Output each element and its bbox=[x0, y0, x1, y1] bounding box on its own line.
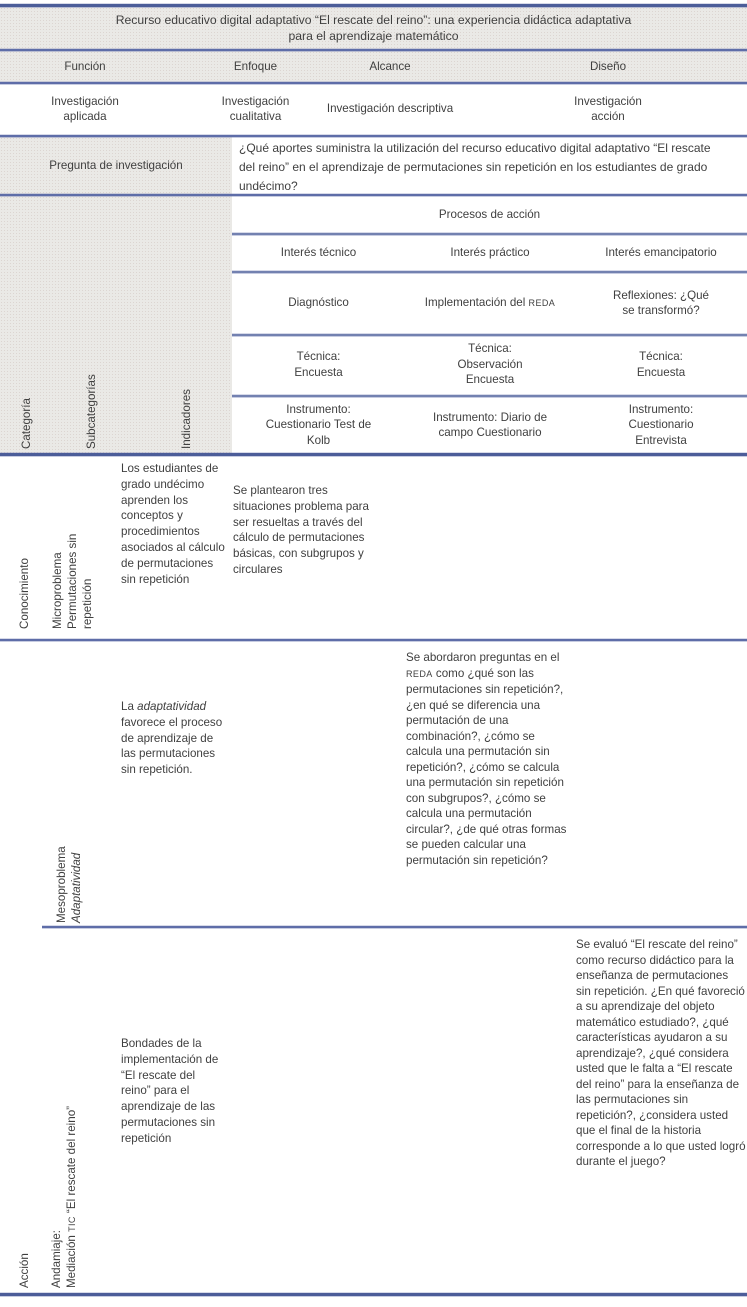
tecnica-cell-tecnico bbox=[232, 335, 405, 394]
row3-category-label: Acción bbox=[18, 1253, 31, 1288]
row3-indicator-text: Bondades de la implementación de “El rescate del reino” para el aprendizaje de las permutaciones sin repetición bbox=[121, 1037, 219, 1145]
row2-practico-prefix: Se abordaron preguntas en el bbox=[406, 651, 560, 664]
divider bbox=[0, 1293, 747, 1296]
row3-subcategory-suffix: “El rescate del reino” bbox=[65, 1105, 78, 1217]
row1-subcategory-line1: Microproblema bbox=[51, 552, 64, 629]
instrumento-cell-emancipatorio bbox=[575, 397, 747, 453]
row1-interes-tecnico-text: Se plantearon tres situaciones problema para ser resueltas a través del cálculo de permutaciones básicas, con subgrupos y circulares bbox=[233, 484, 369, 576]
phase-cell-diagnostico: Diagnóstico bbox=[288, 296, 349, 310]
divider bbox=[0, 639, 747, 641]
procesos-title: Procesos de acción bbox=[438, 208, 541, 222]
tecnica-tecnico-text: Técnica: Encuesta bbox=[294, 350, 343, 379]
row3-subcategory-line2 bbox=[64, 920, 80, 1288]
tecnica-cell-emancipatorio bbox=[575, 335, 747, 394]
table-title-line2: para el aprendizaje matemático bbox=[288, 29, 459, 43]
row3-subcategory-line1: Andamiaje: bbox=[50, 1229, 63, 1288]
phase-cell-reflexiones bbox=[575, 273, 747, 333]
research-question-text: ¿Qué aportes suministra la utilización del recurso educativo digital adaptativo “El rescate del reino” en el aprendizaje de permutaciones sin repetición en los estudiantes de grado undécimo? bbox=[239, 141, 711, 193]
row1-category-label: Conocimiento bbox=[18, 558, 31, 629]
row2-indicator-suffix: favorece el proceso de aprendizaje de las permutaciones sin repetición. bbox=[121, 715, 223, 777]
tic-acronym: TIC bbox=[67, 1216, 77, 1232]
instrumento-tecnico-text: Instrumento: Cuestionario Test de Kolb bbox=[265, 402, 372, 447]
interes-header-practico: Interés práctico bbox=[450, 246, 530, 260]
row2-interes-practico-text bbox=[406, 650, 574, 868]
value-funcion-text: Investigación aplicada bbox=[51, 94, 119, 123]
instrumento-emancipatorio-text: Instrumento: Cuestionario Entrevista bbox=[628, 402, 694, 447]
interes-header-emancipatorio: Interés emancipatorio bbox=[605, 246, 717, 260]
row1-subcategory-line3: repetición bbox=[81, 578, 94, 629]
phase-reflexiones-text: Reflexiones: ¿Qué se transformó? bbox=[612, 288, 710, 317]
tecnica-practico-text: Técnica: Observación Encuesta bbox=[457, 342, 523, 387]
row3-subcategory-prefix: Mediación bbox=[65, 1231, 78, 1288]
col-header-alcance: Alcance bbox=[369, 59, 411, 73]
value-alcance: Investigación descriptiva bbox=[326, 102, 454, 116]
reda-acronym: REDA bbox=[528, 297, 556, 308]
divider bbox=[232, 233, 747, 235]
instrumento-practico-text: Instrumento: Diario de campo Cuestionario bbox=[432, 410, 548, 439]
table-title-line1: Recurso educativo digital adaptativo “El rescate del reino”: una experiencia didáctica adaptativa bbox=[115, 13, 632, 27]
col-header-diseno: Diseño bbox=[589, 59, 627, 73]
row2-indicator-prefix: La bbox=[121, 700, 138, 713]
tecnica-emancipatorio-text: Técnica: Encuesta bbox=[636, 350, 686, 379]
row2-subcategory-label bbox=[54, 638, 84, 923]
value-diseno bbox=[475, 84, 741, 134]
side-header-subcategorias: Subcategorías bbox=[85, 374, 98, 449]
row1-subcategory-label bbox=[50, 457, 95, 629]
side-header-shaded-panel bbox=[0, 196, 232, 453]
col-header-funcion: Función bbox=[64, 59, 106, 73]
row1-indicator-text: Los estudiantes de grado undécimo aprenden los conceptos y procedimientos asociados al cálculo de permutaciones sin repetición bbox=[121, 462, 225, 586]
research-question-label: Pregunta de investigación bbox=[49, 158, 183, 172]
value-diseno-text: Investigación acción bbox=[574, 94, 642, 123]
divider bbox=[42, 926, 747, 928]
row2-indicator-italic: adaptatividad bbox=[137, 700, 207, 713]
instrumento-cell-tecnico bbox=[232, 397, 405, 453]
row2-indicator-text bbox=[121, 699, 227, 778]
reda-acronym: REDA bbox=[406, 668, 433, 679]
tecnica-cell-practico bbox=[405, 335, 575, 394]
col-header-enfoque: Enfoque bbox=[233, 59, 278, 73]
side-header-indicadores: Indicadores bbox=[180, 389, 193, 449]
row2-practico-suffix: como ¿qué son las permutaciones sin repetición?, ¿en qué se diferencia una permutación de una combinación?, ¿cómo se calcula una permutación sin repetición?, ¿cómo se calcula una permutación sin repetición con subgrupos?, ¿cómo se calcula una permutación circular?, ¿de qué otras formas se pueden calcular una permutación sin repetición? bbox=[406, 666, 567, 867]
row2-subcategory-line1: Mesoproblema bbox=[55, 846, 68, 923]
value-funcion bbox=[0, 84, 170, 134]
row2-subcategory-line2: Adaptatividad bbox=[70, 852, 83, 923]
interes-header-tecnico: Interés técnico bbox=[280, 246, 357, 260]
instrumento-cell-practico bbox=[405, 397, 575, 453]
phase-implementacion-prefix: Implementación del bbox=[424, 295, 529, 309]
value-enfoque-text: Investigación cualitativa bbox=[221, 94, 290, 123]
phase-implementacion-text bbox=[425, 295, 555, 312]
divider bbox=[0, 453, 747, 456]
row1-subcategory-line2: Permutaciones sin bbox=[66, 533, 79, 629]
row3-interes-emancipatorio-text: Se evaluó “El rescate del reino” como recurso didáctico para la enseñanza de permutaciones sin repetición. ¿En qué favoreció a su aprendizaje del objeto matemático estudiado?, ¿qué características ayudaron a su aprendizaje?, ¿qué considera usted que le falta a “El rescate del reino” para la enseñanza de las permutaciones sin repetición?, ¿considera usted que el final de la historia corresponde a lo que usted logró durante el juego? bbox=[576, 938, 746, 1168]
table-title bbox=[0, 7, 747, 49]
side-header-categoria: Categoría bbox=[20, 398, 33, 449]
row3-subcategory-label bbox=[49, 920, 80, 1288]
phase-cell-implementacion bbox=[405, 273, 575, 333]
